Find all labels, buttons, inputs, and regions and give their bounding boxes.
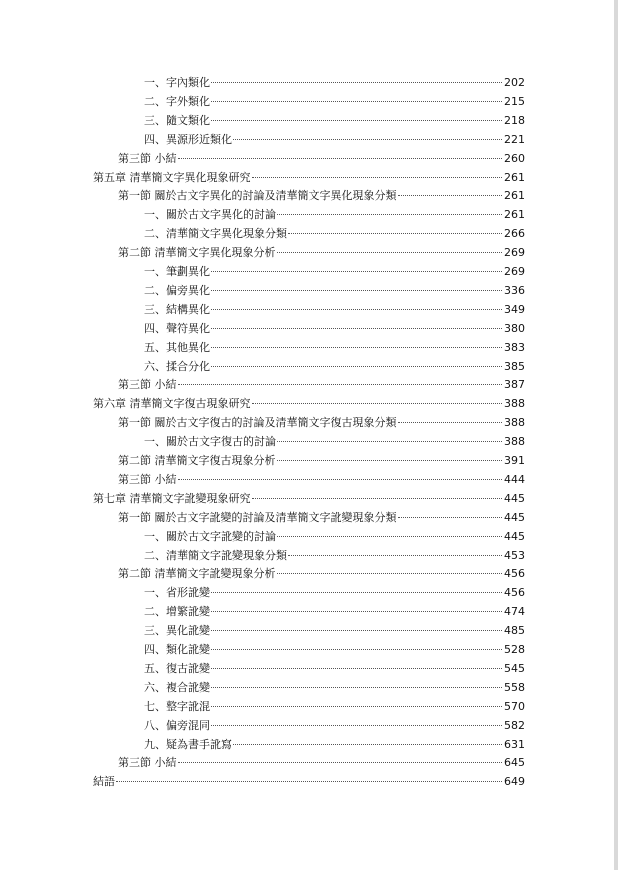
toc-dot-leader <box>252 403 503 404</box>
toc-dot-leader <box>277 460 503 461</box>
toc-entry-title: 三、隨文類化 <box>144 113 210 127</box>
toc-entry[interactable] <box>144 621 525 640</box>
toc-entry[interactable] <box>118 451 525 470</box>
toc-page-number: 445 <box>504 491 525 505</box>
toc-page-number: 388 <box>504 435 525 449</box>
toc-page-number: 202 <box>504 76 525 89</box>
toc-page-number: 485 <box>504 624 525 638</box>
toc-entry-title: 第二節 清華簡文字復古現象分析 <box>118 454 276 467</box>
toc-dot-leader <box>211 328 502 329</box>
toc-entry-title: 八、偏旁混同 <box>144 718 210 732</box>
toc-dot-leader <box>211 706 502 707</box>
toc-entry[interactable] <box>118 243 525 262</box>
toc-page-number: 649 <box>504 775 525 789</box>
toc-entry-title: 第七章 清華簡文字訛變現象研究 <box>93 491 251 505</box>
toc-entry-title: 第五章 清華簡文字異化現象研究 <box>93 170 251 184</box>
toc-entry[interactable] <box>118 413 525 432</box>
toc-page-number: 261 <box>504 208 525 222</box>
toc-entry[interactable] <box>144 73 525 92</box>
toc-dot-leader <box>211 120 502 121</box>
toc-entry[interactable] <box>144 432 525 451</box>
toc-page-number: 387 <box>504 378 525 392</box>
toc-entry-title: 七、整字訛混 <box>144 699 210 713</box>
toc-dot-leader <box>211 101 502 102</box>
toc-entry[interactable] <box>144 262 525 281</box>
toc-entry-title: 第一節 關於古文字復古的討論及清華簡文字復古現象分類 <box>118 416 397 430</box>
toc-dot-leader <box>277 252 503 253</box>
toc-page-number: 388 <box>504 397 525 411</box>
toc-dot-leader <box>211 649 502 650</box>
toc-entry-title: 第六章 清華簡文字復古現象研究 <box>93 397 251 411</box>
toc-entry[interactable] <box>93 394 525 413</box>
toc-dot-leader <box>277 573 503 574</box>
toc-page-number: 528 <box>504 643 525 656</box>
toc-page-number: 218 <box>504 113 525 127</box>
toc-entry-title: 第三節 小結 <box>118 151 177 165</box>
toc-entry[interactable] <box>144 602 525 621</box>
toc-page-number: 221 <box>504 132 525 146</box>
toc-entry-title: 一、關於古文字復古的討論 <box>144 435 276 449</box>
toc-entry-title: 五、復古訛變 <box>144 661 210 675</box>
toc-dot-leader <box>211 668 502 669</box>
toc-entry-title: 二、增繁訛變 <box>144 605 210 619</box>
toc-entry[interactable] <box>144 527 525 546</box>
toc-entry-title: 九、疑為書手訛寫 <box>144 737 232 751</box>
toc-page-number: 261 <box>504 170 525 184</box>
toc-entry-title: 第一節 關於古文字異化的討論及清華簡文字異化現象分類 <box>118 189 397 203</box>
toc-dot-leader <box>211 611 502 612</box>
toc-dot-leader <box>178 762 503 763</box>
toc-entry[interactable] <box>118 753 525 772</box>
toc-entry[interactable] <box>118 564 525 583</box>
toc-page-number: 380 <box>504 321 525 335</box>
page-edge <box>614 0 618 870</box>
toc-page-number: 570 <box>504 699 525 713</box>
toc-page-number: 349 <box>504 302 525 316</box>
toc-entry[interactable] <box>144 319 525 338</box>
toc-page-number: 645 <box>504 756 525 770</box>
toc-page-number: 388 <box>504 416 525 430</box>
toc-entry-title: 一、筆劃異化 <box>144 265 210 278</box>
toc-entry[interactable] <box>144 357 525 376</box>
toc-entry[interactable] <box>118 508 525 527</box>
toc-entry[interactable] <box>144 92 525 111</box>
toc-entry[interactable] <box>144 130 525 149</box>
toc-page-number: 545 <box>504 661 525 675</box>
toc-entry-title: 第二節 清華簡文字異化現象分析 <box>118 246 276 260</box>
toc-dot-leader <box>252 177 503 178</box>
toc-dot-leader <box>233 139 502 140</box>
toc-page-number: 336 <box>504 283 525 297</box>
toc-entry[interactable] <box>144 281 525 300</box>
toc-dot-leader <box>211 347 502 348</box>
toc-entry-title: 一、省形訛變 <box>144 586 210 600</box>
toc-dot-leader <box>211 725 502 726</box>
toc-dot-leader <box>211 82 502 83</box>
toc-entry-title: 第一節 關於古文字訛變的討論及清華簡文字訛變現象分類 <box>118 510 397 524</box>
toc-entry[interactable] <box>118 149 525 168</box>
toc-entry-title: 一、關於古文字訛變的討論 <box>144 529 276 543</box>
toc-entry[interactable] <box>93 168 525 187</box>
toc-page-number: 269 <box>504 265 525 278</box>
toc-page-number: 474 <box>504 605 525 619</box>
toc-entry[interactable] <box>144 716 525 735</box>
toc-entry-title: 結語 <box>93 775 115 789</box>
toc-page-number: 631 <box>504 737 525 751</box>
toc-entry-title: 三、異化訛變 <box>144 624 210 638</box>
toc-entry[interactable] <box>118 186 525 205</box>
toc-dot-leader <box>277 441 502 442</box>
toc-entry[interactable] <box>118 375 525 394</box>
toc-entry-title: 一、關於古文字異化的討論 <box>144 208 276 222</box>
toc-dot-leader <box>288 233 502 234</box>
toc-dot-leader <box>116 781 502 782</box>
toc-entry[interactable] <box>144 583 525 602</box>
toc-page-number: 215 <box>504 94 525 108</box>
toc-entry[interactable] <box>144 678 525 697</box>
toc-page-number: 456 <box>504 586 525 600</box>
toc-dot-leader <box>211 271 502 272</box>
toc-entry-title: 第三節 小結 <box>118 472 177 486</box>
toc-dot-leader <box>178 158 503 159</box>
toc-entry[interactable] <box>144 300 525 319</box>
toc-dot-leader <box>211 290 502 291</box>
toc-entry[interactable] <box>118 470 525 489</box>
toc-page-number: 558 <box>504 680 525 694</box>
toc-page-number: 260 <box>504 151 525 165</box>
toc-entry[interactable] <box>144 735 525 754</box>
toc-entry[interactable] <box>144 224 525 243</box>
toc-entry-title: 二、清華簡文字異化現象分類 <box>144 227 287 241</box>
toc-dot-leader <box>178 384 503 385</box>
toc-dot-leader <box>277 536 502 537</box>
toc-entry[interactable] <box>144 640 525 659</box>
toc-entry-title: 三、結構異化 <box>144 302 210 316</box>
toc-entry-title: 第三節 小結 <box>118 756 177 770</box>
toc-dot-leader <box>211 366 502 367</box>
toc-dot-leader <box>211 592 502 593</box>
toc-entry-title: 第三節 小結 <box>118 378 177 392</box>
toc-page-number: 453 <box>504 548 525 562</box>
toc-page-number: 383 <box>504 340 525 354</box>
toc-page-number: 444 <box>504 472 525 486</box>
toc-dot-leader <box>211 687 502 688</box>
toc-dot-leader <box>398 422 503 423</box>
toc-page-number: 582 <box>504 718 525 732</box>
toc-entry-title: 二、清華簡文字訛變現象分類 <box>144 548 287 562</box>
toc-page-number: 456 <box>504 567 525 581</box>
toc-entry-title: 四、類化訛變 <box>144 643 210 656</box>
toc-entry-title: 二、字外類化 <box>144 94 210 108</box>
toc-entry-title: 二、偏旁異化 <box>144 283 210 297</box>
toc-entry[interactable] <box>144 546 525 565</box>
toc-entry[interactable] <box>144 338 525 357</box>
toc-dot-leader <box>211 630 502 631</box>
toc-dot-leader <box>288 555 502 556</box>
toc-entry[interactable] <box>93 489 525 508</box>
toc-page-number: 385 <box>504 359 525 373</box>
toc-entry[interactable] <box>144 659 525 678</box>
toc-page-number: 266 <box>504 227 525 241</box>
toc-dot-leader <box>277 214 502 215</box>
toc-entry-title: 六、揉合分化 <box>144 359 210 373</box>
toc-entry[interactable] <box>144 697 525 716</box>
toc-entry-title: 四、異源形近類化 <box>144 132 232 146</box>
toc-entry[interactable] <box>144 205 525 224</box>
toc-dot-leader <box>233 744 502 745</box>
toc-entry-title: 四、聲符異化 <box>144 321 210 335</box>
toc-entry-title: 五、其他異化 <box>144 340 210 354</box>
toc-entry-title: 第二節 清華簡文字訛變現象分析 <box>118 567 276 581</box>
toc-page-number: 391 <box>504 454 525 467</box>
toc-page-number: 269 <box>504 246 525 260</box>
toc-entry-title: 一、字內類化 <box>144 76 210 89</box>
toc-dot-leader <box>211 309 502 310</box>
toc-dot-leader <box>398 517 503 518</box>
toc-entry[interactable] <box>144 111 525 130</box>
toc-entry-title: 六、複合訛變 <box>144 680 210 694</box>
toc-dot-leader <box>178 479 503 480</box>
toc-dot-leader <box>398 195 503 196</box>
toc-dot-leader <box>252 498 503 499</box>
toc-page-number: 445 <box>504 529 525 543</box>
toc-entry[interactable] <box>93 772 525 791</box>
toc-page-number: 261 <box>504 189 525 203</box>
toc-page-number: 445 <box>504 510 525 524</box>
